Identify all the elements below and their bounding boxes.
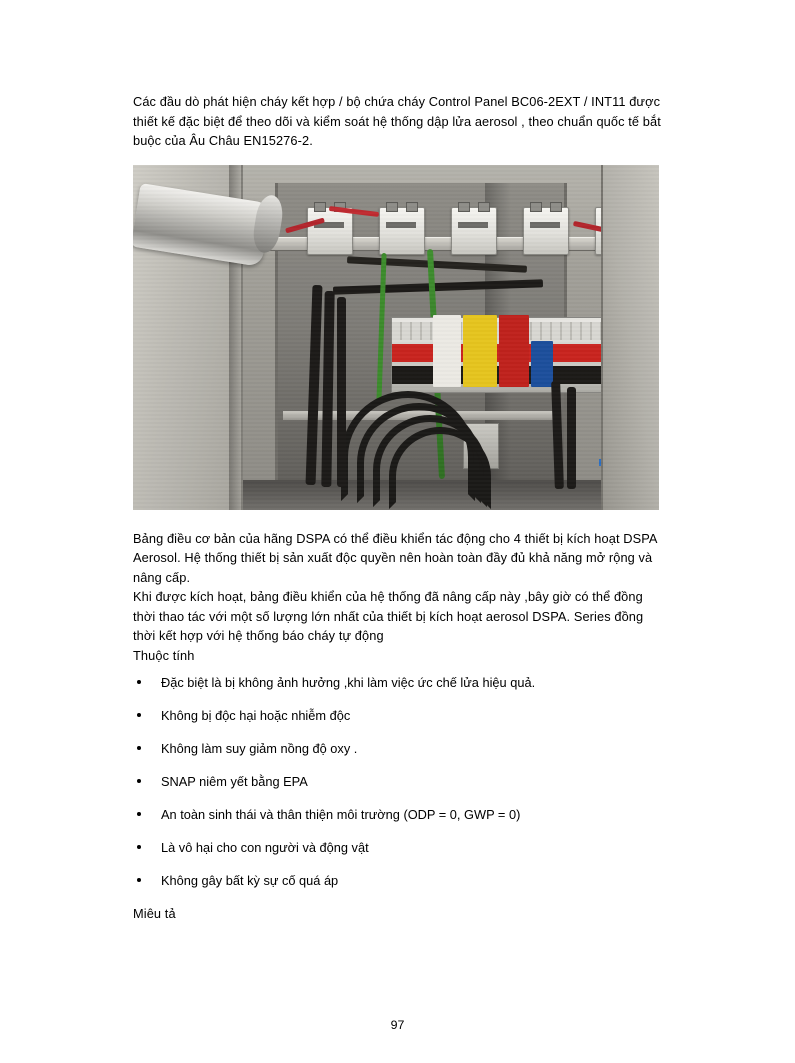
intro-paragraph: Các đầu dò phát hiện cháy kết hợp / bộ chứa cháy Control Panel BC06-2EXT / INT11 được thiết kế đặc biệt để theo dõi và kiểm soát hệ thống dập lửa aerosol , theo chuẩn quốc tế bắt buộc của Âu Châu EN15276-2. — [133, 94, 661, 148]
features-list — [133, 673, 668, 890]
terminal-block-bank — [391, 317, 603, 393]
red-cable-marker — [499, 315, 529, 387]
control-panel-cabinet-photo — [133, 165, 659, 510]
list-item — [133, 871, 668, 890]
description-heading: Miêu tả — [133, 906, 176, 921]
white-cable-marker — [433, 315, 461, 387]
list-item-label: Không gây bất kỳ sự cố quá áp — [161, 873, 339, 888]
bullet-icon — [137, 713, 141, 717]
breaker-module — [451, 207, 497, 255]
attributes-heading: Thuộc tính — [133, 647, 195, 663]
list-item — [133, 706, 668, 725]
breaker-module — [523, 207, 569, 255]
photo-canvas — [133, 165, 659, 510]
list-item-label: SNAP niêm yết bằng EPA — [161, 774, 308, 789]
bullet-icon — [137, 680, 141, 684]
bullet-icon — [137, 779, 141, 783]
cable-bundle — [337, 297, 346, 487]
paragraph-2: Bảng điều cơ bản của hãng DSPA có thể điều khiển tác động cho 4 thiết bị kích hoạt DSPA Aerosol. Hệ thống thiết bị sản xuất độc quyền nên hoàn toàn đầy đủ khả năng mở rộng và nâng cấp. — [133, 530, 657, 585]
list-item-label: An toàn sinh thái và thân thiện môi trường (ODP = 0, GWP = 0) — [161, 807, 521, 822]
breaker-module — [379, 207, 425, 255]
bullet-icon — [137, 746, 141, 750]
cable-bundle — [567, 387, 576, 489]
page-content — [133, 92, 668, 924]
list-item — [133, 673, 668, 692]
cabinet-right-door — [601, 165, 659, 510]
list-item-label: Là vô hại cho con người và động vật — [161, 840, 369, 855]
page-number: 97 — [390, 1018, 405, 1032]
blue-cable-marker — [531, 341, 553, 387]
list-item — [133, 772, 668, 791]
list-item-label: Đặc biệt là bị không ảnh hưởng ,khi làm việc ức chế lửa hiệu quả. — [161, 675, 536, 690]
list-item — [133, 838, 668, 857]
bullet-icon — [137, 845, 141, 849]
paragraph-3: Khi được kích hoạt, bảng điều khiển của hệ thống đã nâng cấp này ,bây giờ có thể đồng thời thao tác với một số lượng lớn nhất của thiết bị kích hoạt aerosol DSPA. Series đồng thời kết hợp với hệ thống báo cháy tự động — [133, 589, 644, 643]
breaker-module — [307, 207, 353, 255]
list-item — [133, 805, 668, 824]
yellow-cable-marker — [463, 315, 497, 387]
bullet-icon — [137, 878, 141, 882]
bullet-icon — [137, 812, 141, 816]
list-item — [133, 739, 668, 758]
list-item-label: Không làm suy giảm nồng độ oxy . — [161, 741, 358, 756]
list-item-label: Không bị độc hại hoặc nhiễm độc — [161, 708, 351, 723]
